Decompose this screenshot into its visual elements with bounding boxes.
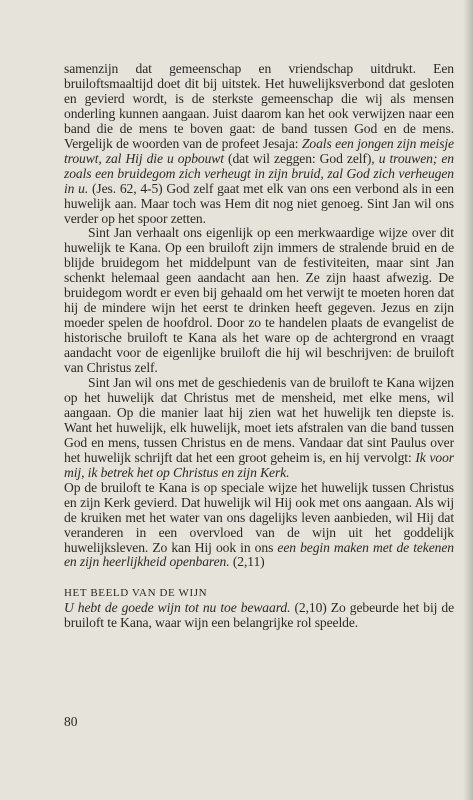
paragraph-4: Op de bruiloft te Kana is op speciale wijze het huwelijk tussen Christus en zijn Kerk gevierd. Dat huwelijk wil Hij ook met ons aangaan. Als wij de kruiken met het water van ons dagelijks leven aanbieden, wil Hij dat veranderen in een overvloed van de wijn uit het goddelijk huwelijksleven. Zo kan Hij ook in ons een begin maken met de tekenen en zijn heerlijkheid openbaren. (2,11) (64, 479, 454, 570)
page-number: 80 (64, 714, 78, 729)
page-edge-shadow (463, 0, 473, 800)
paragraph-5: U hebt de goede wijn tot nu toe bewaard. (2,10) Zo gebeurde het bij de bruiloft te Kana, waar wijn een belangrijke rol speelde. (64, 600, 455, 631)
body-text (64, 62, 454, 631)
paragraph-2: Sint Jan verhaalt ons eigenlijk op een merkwaardige wijze over dit huwelijk te Kana. Op een bruiloft zijn immers de stralende bruid en de blijde bruidegom het middelpunt van de festiviteiten, maar sint Jan schenkt helemaal geen aandacht aan hen. Ze zijn haast afwezig. De bruidegom wordt er even bij gehaald om het verwijt te moeten horen dat hij de mindere wijn het eerst te drinken heeft gegeven. Jezus en zijn moeder spelen de hoofdrol. Door zo te handelen plaats de evangelist de historische bruiloft te Kana als het ware op de achtergrond en vraagt aandacht voor de eigenlijke bruiloft die hij wil beschrijven: de bruiloft van Christus zelf. (64, 225, 454, 376)
section-heading: HET BEELD VAN DE WIJN (64, 587, 208, 600)
paragraph-1: samenzijn dat gemeenschap en vriendschap uitdrukt. Een bruiloftsmaaltijd doet dit bij uitstek. Het huwelijksverbond dat gesloten en gevierd wordt, is de sterkste gemeenschap die wij als mensen onderling kunnen aangaan. Juist daarom kan het ook verwijzen naar een band die de mens te boven gaat: de band tussen God en de mens. Vergelijk de woorden van de profeet Jesaja: Zoals een jongen zijn meisje trouwt, zal Hij die u opbouwt (dat wil zeggen: God zelf), u trouwen; en zoals een bruidegom zich verheugt in zijn bruid, zal God zich verheugen in u. (Jes. 62, 4-5) God zelf gaat met elk van ons een verbond als in een huwelijk aan. Maar toch was Hem dit nog niet genoeg. Sint Jan wil ons verder op het spoor zetten. (64, 61, 455, 226)
paragraph-3: Sint Jan wil ons met de geschiedenis van de bruiloft te Kana wijzen op het huwelijk dat Christus met de mensheid, met elke mens, wil aangaan. Op die manier laat hij zien wat het huwelijk ten diepste is. Want het huwelijk, elk huwelijk, moet iets afstralen van die band tussen God en mens, tussen Christus en de mens. Vandaar dat sint Paulus over het huwelijk schrijft dat het een groot geheim is, en hij vervolgt: Ik voor mij, ik betrek het op Christus en zijn Kerk. (64, 375, 454, 480)
